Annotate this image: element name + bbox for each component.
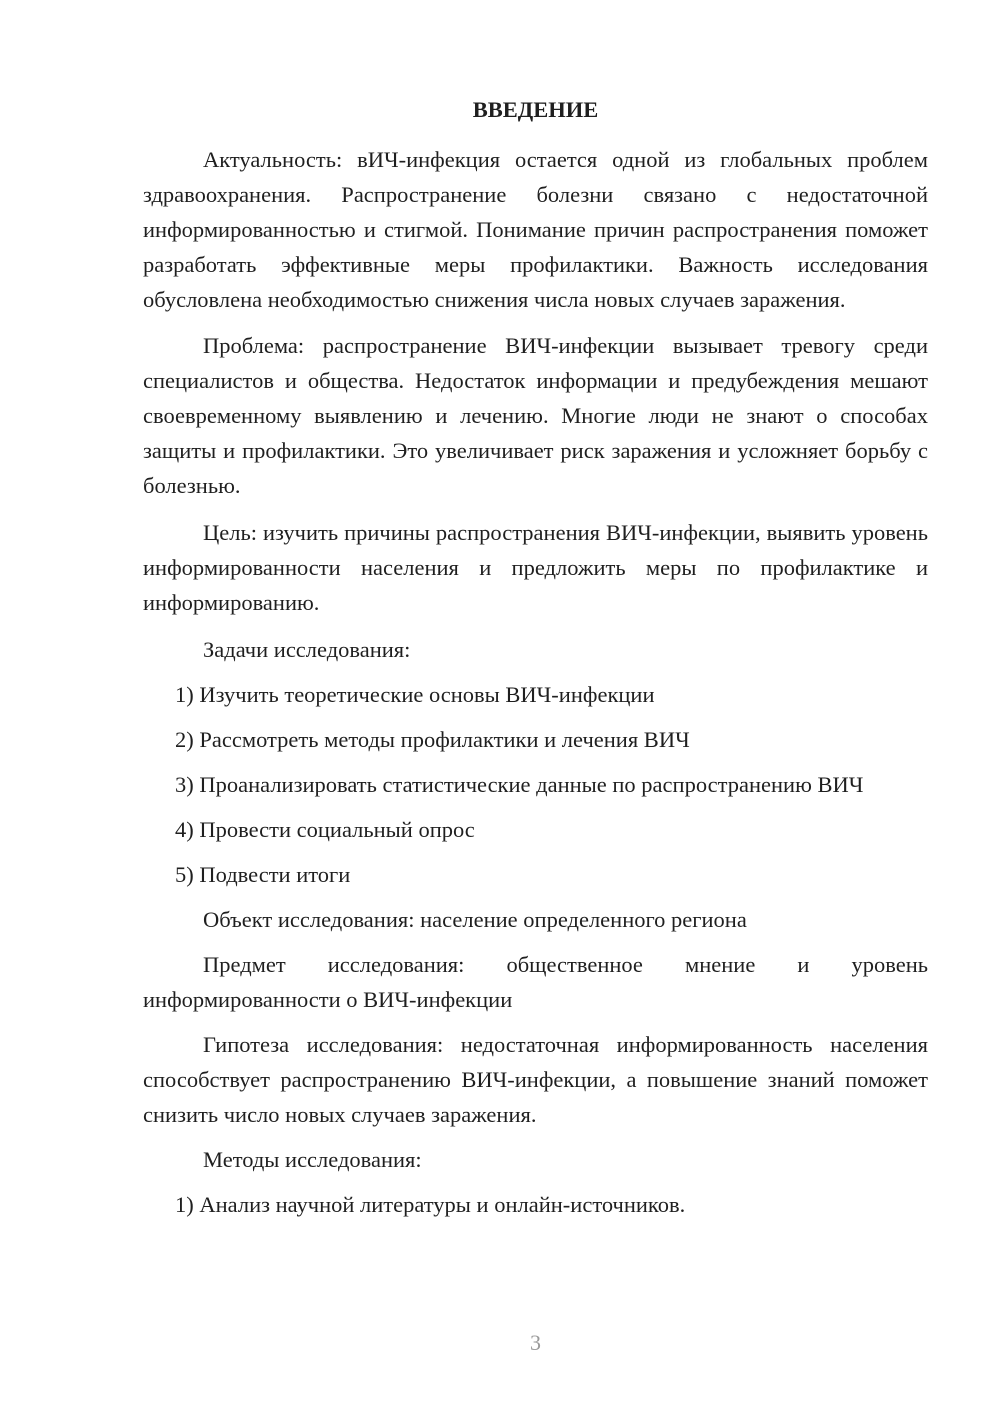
paragraph-problem: Проблема: распространение ВИЧ-инфекции вызывает тревогу среди специалистов и общества. Недостаток информации и предубеждения мешают своевременному выявлению и лечению. Многие люди не знают о способах защиты и профилактики. Это увеличивает риск заражения и усложняет борьбу с болезнью. [143,333,928,498]
page-title: ВВЕДЕНИЕ [472,97,599,122]
task-item: 3) Проанализировать статистические данные по распространению ВИЧ [175,772,864,797]
task-item: 5) Подвести итоги [175,862,351,887]
paragraph-relevance: Актуальность: вИЧ-инфекция остается одной из глобальных проблем здравоохранения. Распространение болезни связано с недостаточной информированностью и стигмой. Понимание причин распространения поможет разработать эффективные меры профилактики. Важность исследования обусловлена необходимостью снижения числа новых случаев заражения. [143,147,928,312]
page-number: 3 [530,1330,541,1355]
paragraph-goal: Цель: изучить причины распространения ВИЧ-инфекции, выявить уровень информированности населения и предложить меры по профилактике и информированию. [143,520,928,615]
paragraph-object: Объект исследования: население определенного региона [203,907,747,932]
paragraph-subject: Предмет исследования: общественное мнение и уровень информированности о ВИЧ-инфекции [143,952,928,1012]
document-body [143,142,928,1222]
tasks-heading: Задачи исследования: [203,637,411,662]
method-item: 1) Анализ научной литературы и онлайн-источников. [175,1192,686,1217]
task-item: 1) Изучить теоретические основы ВИЧ-инфекции [175,682,655,707]
methods-heading: Методы исследования: [203,1147,422,1172]
paragraph-hypothesis: Гипотеза исследования: недостаточная информированность населения способствует распространению ВИЧ-инфекции, а повышение знаний поможет снизить число новых случаев заражения. [143,1032,928,1127]
task-item: 4) Провести социальный опрос [175,817,475,842]
task-item: 2) Рассмотреть методы профилактики и лечения ВИЧ [175,727,690,752]
